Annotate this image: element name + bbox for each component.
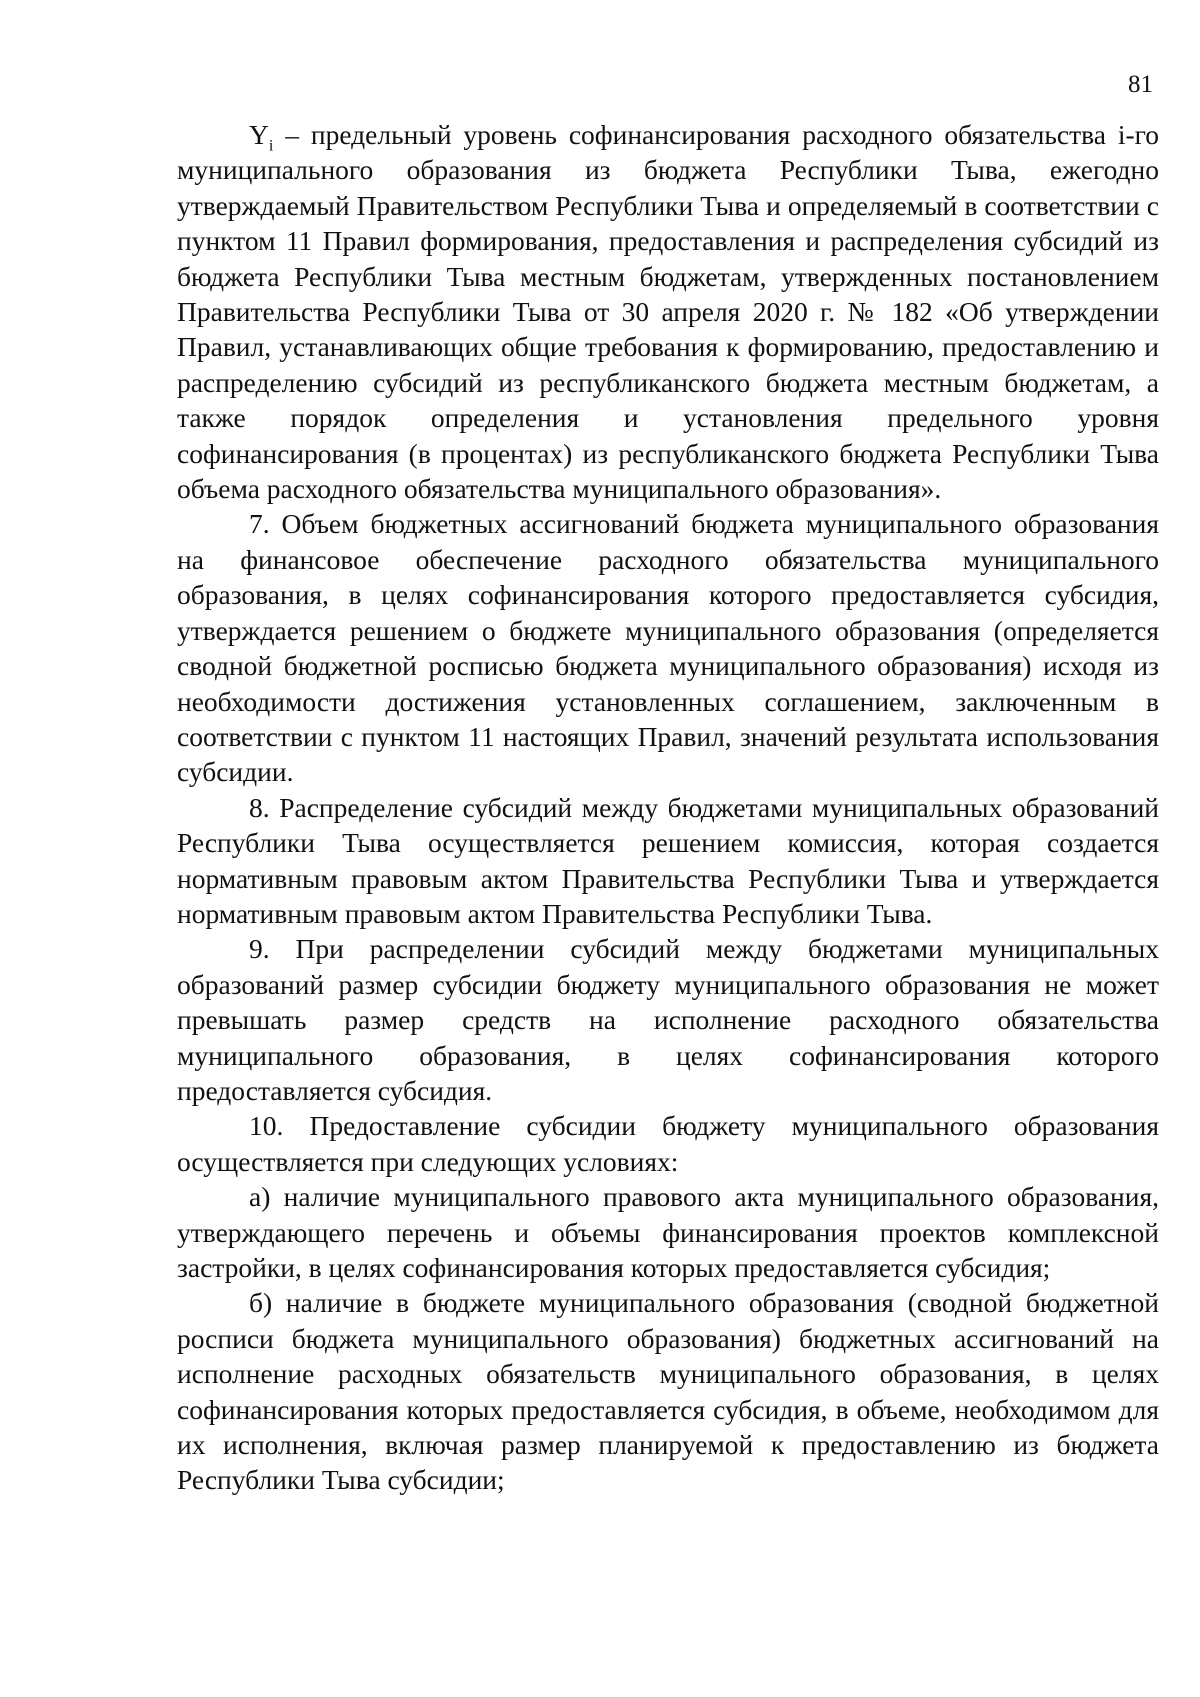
paragraph-item-9: 9. При распределении субсидий между бюджетами муниципальных образований размер субсидии бюджету муниципального образования не может превышать размер средств на исполнение расходного обязательства муниципального образования, в целях софинансирования которого предоставляется субсидия. [177,933,1159,1106]
paragraph-text: – предельный уровень софинансирования расходного обязательства i-го муниципального образования из бюджета Республики Тыва, ежегодно утверждаемый Правительством Республики Тыва и определяемый в соответствии с пунктом 11 Правил формирования, предоставления и распределения субсидий из бюджета Республики Тыва местным бюджетам, утвержденных постановлением Правительства Республики Тыва от 30 апреля 2020 г. № 182 «Об утверждении Правил, устанавливающих общие требования к формированию, предоставлению и распределению субсидий из республиканского бюджета местным бюджетам, а также порядок определения и установления предельного уровня софинансирования (в процентах) из республиканского бюджета Республики Тыва объема расходного обязательства муниципального образования». [177,119,1159,505]
paragraph-yi-definition [177,117,1159,506]
paragraph-item-10a: а) наличие муниципального правового акта муниципального образования, утверждающего перечень и объемы финансирования проектов комплексной застройки, в целях софинансирования которых предоставляется субсидия; [177,1181,1159,1283]
document-body [177,117,1159,1498]
formula-symbol: Y [249,119,269,150]
paragraph-item-7: 7. Объем бюджетных ассигнований бюджета муниципального образования на финансовое обеспечение расходного обязательства муниципального образования, в целях софинансирования которого предоставляется субсидия, утверждается решением о бюджете муниципального образования (определяется сводной бюджетной росписью бюджета муниципального образования) исходя из необходимости достижения установленных соглашением, заключенным в соответствии с пунктом 11 настоящих Правил, значений результата использования субсидии. [177,508,1159,788]
paragraph-item-8: 8. Распределение субсидий между бюджетами муниципальных образований Республики Тыва осуществляется решением комиссия, которая создается нормативным правовым актом Правительства Республики Тыва и утверждается нормативным правовым актом Правительства Республики Тыва. [177,791,1159,929]
paragraph-item-10: 10. Предоставление субсидии бюджету муниципального образования осуществляется при следующих условиях: [177,1110,1159,1177]
page-number: 81 [1128,71,1153,98]
paragraph-item-10b: б) наличие в бюджете муниципального образования (сводной бюджетной росписи бюджета муниципального образования) бюджетных ассигнований на исполнение расходных обязательств муниципального образования, в целях софинансирования которых предоставляется субсидия, в объеме, необходимом для их исполнения, включая размер планируемой к предоставлению из бюджета Республики Тыва субсидии; [177,1287,1159,1496]
formula-symbol-subscript: i [268,137,274,155]
